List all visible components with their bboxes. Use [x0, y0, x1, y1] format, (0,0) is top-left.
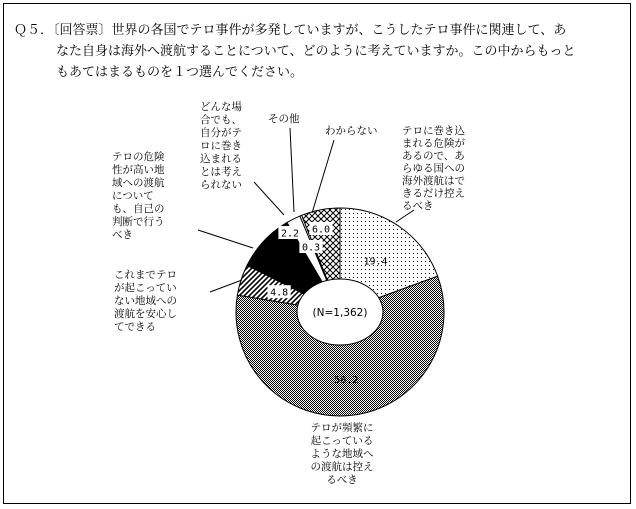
category-label-0: [402, 124, 465, 212]
category-label-4-line-6: られない: [200, 179, 242, 191]
value-label-4: [278, 226, 301, 240]
value-label-6: [309, 222, 332, 236]
leader-line-3: [198, 230, 253, 248]
category-label-4-line-3: ロに巻き: [200, 140, 242, 152]
category-label-2-line-3: 渡航を安心し: [114, 308, 177, 320]
category-label-1-line-1: 起こっている: [310, 435, 374, 447]
value-label-text-1: 58.2: [334, 375, 359, 387]
category-label-0-line-2: あるので、あ: [402, 150, 465, 162]
pie-center: [297, 279, 383, 345]
center-label: (N=1,362): [312, 307, 368, 319]
category-label-0-line-0: テロに巻き込: [402, 125, 465, 137]
category-label-5-line-0: その他: [268, 113, 300, 125]
category-label-1-line-3: の渡航は控え: [310, 461, 374, 473]
category-label-1-line-4: るべき: [326, 474, 358, 486]
question-line-2: なた自身は海外へ渡航することについて、どのように考えていますか。この中からもっと: [56, 44, 576, 59]
category-label-1: [311, 421, 374, 486]
category-label-0-line-4: 海外渡航はで: [402, 175, 465, 187]
category-label-4-line-0: どんな場: [200, 101, 242, 113]
value-label-5: [299, 240, 322, 254]
category-label-0-line-6: るべき: [402, 200, 434, 212]
category-label-4-line-2: 自分がテ: [200, 127, 242, 139]
category-label-6-line-0: わからない: [325, 125, 378, 137]
value-label-1: [334, 375, 358, 386]
value-label-text-6: 6.0: [311, 224, 331, 236]
value-label-text-5: 0.3: [301, 242, 321, 254]
question-line-3: もあてはまるものを１つ選んでください。: [56, 65, 304, 80]
question-line-1: Ｑ５．〔回答票〕世界の各国でテロ事件が多発していますが、こうしたテロ事件に関連して、あ: [14, 23, 567, 38]
category-label-2: [114, 269, 177, 333]
value-label-text-4: 2.2: [280, 228, 300, 240]
category-label-3-line-1: 性が高い地: [112, 164, 165, 176]
value-label-text-3: 9.1: [284, 263, 303, 275]
category-label-2-line-0: これまでテロ: [114, 269, 177, 281]
category-label-0-line-5: きるだけ控え: [402, 187, 465, 200]
category-label-1-line-0: テロが頻繁に: [310, 422, 374, 434]
value-label-text-0: 19.4: [363, 256, 388, 268]
value-label-text-2: 4.8: [270, 287, 289, 299]
category-label-4-line-4: 込まれる: [200, 153, 242, 165]
category-label-3-line-6: べき: [112, 229, 133, 241]
category-label-5: [268, 112, 300, 125]
category-label-3-line-4: も、自己の: [112, 203, 165, 215]
category-label-0-line-3: らゆる国への: [402, 162, 465, 175]
category-label-3-line-2: 域への渡航: [112, 177, 165, 189]
value-label-0: [363, 257, 387, 268]
category-label-3: [112, 150, 165, 241]
category-label-3-line-3: について: [112, 190, 154, 202]
value-label-2: [268, 285, 291, 299]
category-label-4-line-5: とは考え: [200, 166, 242, 178]
category-label-2-line-1: が起こってい: [114, 282, 177, 294]
category-label-3-line-0: テロの危険: [112, 151, 165, 163]
category-label-0-line-1: まれる危険が: [402, 137, 465, 150]
category-label-6: [325, 125, 378, 137]
category-label-4-line-1: 合でも、: [200, 114, 242, 126]
leader-line-2: [210, 280, 242, 292]
leader-line-6: [312, 140, 334, 213]
leader-line-4: [254, 182, 284, 215]
category-label-3-line-5: 判断で行う: [112, 216, 165, 228]
category-label-1-line-2: ような地域へ: [310, 448, 374, 460]
category-label-2-line-4: てできる: [114, 321, 156, 333]
leader-line-5: [290, 128, 294, 212]
value-label-3: [282, 261, 305, 275]
category-label-4: [200, 100, 242, 191]
category-label-2-line-2: ない地域への: [114, 295, 177, 307]
